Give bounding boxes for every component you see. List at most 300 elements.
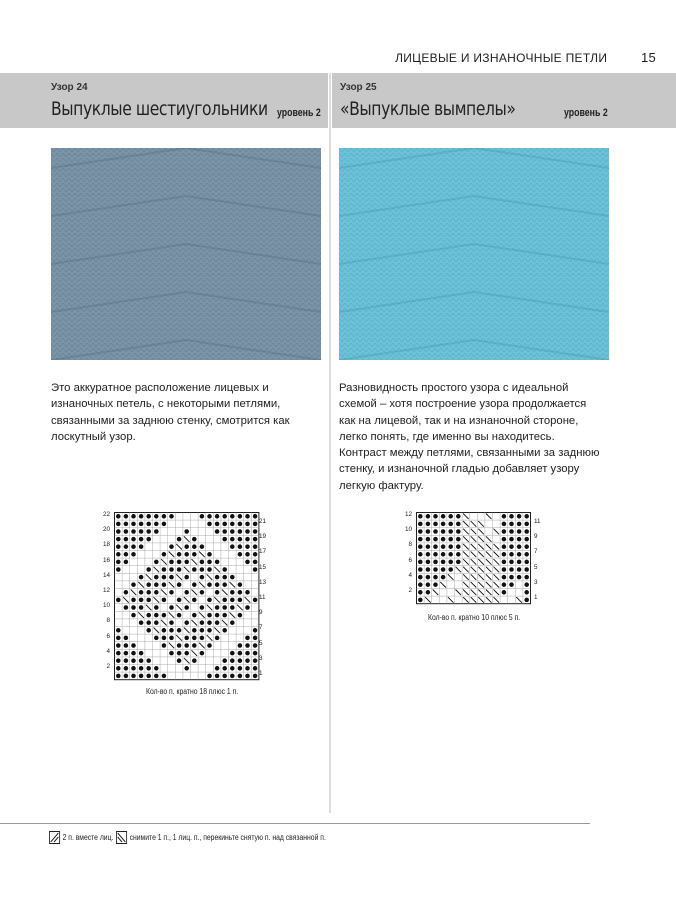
chart-grid — [114, 512, 267, 682]
purl-stitch — [524, 537, 529, 542]
purl-stitch — [230, 674, 235, 679]
legend-text: 2 п. вместе лиц. — [62, 833, 114, 842]
purl-stitch — [441, 552, 446, 557]
row-number: 6 — [106, 632, 110, 640]
footer-rule — [0, 823, 590, 824]
purl-stitch — [245, 529, 250, 534]
purl-stitch — [238, 651, 243, 656]
purl-stitch — [456, 529, 461, 534]
row-number: 8 — [106, 617, 110, 625]
purl-stitch — [139, 651, 144, 656]
skp-symbol-icon — [116, 831, 127, 844]
purl-stitch — [200, 560, 205, 565]
purl-stitch — [524, 590, 529, 595]
row-number: 4 — [408, 571, 412, 579]
purl-stitch — [517, 514, 522, 519]
purl-stitch — [448, 544, 453, 549]
row-number: 22 — [102, 511, 110, 518]
purl-stitch — [124, 590, 129, 595]
purl-stitch — [184, 666, 189, 671]
purl-stitch — [207, 620, 212, 625]
purl-stitch — [448, 514, 453, 519]
purl-stitch — [124, 666, 129, 671]
purl-stitch — [215, 560, 220, 565]
purl-stitch — [177, 651, 182, 656]
purl-stitch — [177, 628, 182, 633]
row-number: 12 — [102, 587, 110, 594]
purl-stitch — [124, 560, 129, 565]
purl-stitch — [169, 544, 174, 549]
purl-stitch — [146, 620, 151, 625]
purl-stitch — [222, 628, 227, 633]
purl-stitch — [245, 658, 250, 663]
purl-stitch — [215, 666, 220, 671]
purl-stitch — [230, 537, 235, 542]
purl-stitch — [418, 522, 423, 527]
purl-stitch — [448, 537, 453, 542]
purl-stitch — [509, 552, 514, 557]
purl-stitch — [192, 544, 197, 549]
purl-stitch — [502, 567, 507, 572]
purl-stitch — [146, 529, 151, 534]
purl-stitch — [253, 651, 258, 656]
purl-stitch — [524, 544, 529, 549]
purl-stitch — [448, 522, 453, 527]
purl-stitch — [131, 552, 136, 557]
purl-stitch — [200, 651, 205, 656]
purl-stitch — [162, 552, 167, 557]
purl-stitch — [418, 567, 423, 572]
purl-stitch — [116, 544, 121, 549]
purl-stitch — [230, 605, 235, 610]
purl-stitch — [124, 514, 129, 519]
purl-stitch — [222, 674, 227, 679]
pattern-number: Узор 24 — [51, 82, 88, 93]
purl-stitch — [200, 567, 205, 572]
purl-stitch — [131, 544, 136, 549]
purl-stitch — [502, 522, 507, 527]
purl-stitch — [524, 514, 529, 519]
purl-stitch — [245, 552, 250, 557]
purl-stitch — [418, 582, 423, 587]
purl-stitch — [154, 636, 159, 641]
row-number: 4 — [106, 647, 110, 655]
purl-stitch — [154, 674, 159, 679]
purl-stitch — [253, 522, 258, 527]
purl-stitch — [433, 544, 438, 549]
purl-stitch — [207, 598, 212, 603]
purl-stitch — [215, 522, 220, 527]
page-number: 15 — [640, 50, 656, 65]
purl-stitch — [524, 575, 529, 580]
purl-stitch — [116, 666, 121, 671]
purl-stitch — [456, 522, 461, 527]
purl-stitch — [124, 651, 129, 656]
purl-stitch — [441, 522, 446, 527]
purl-stitch — [200, 636, 205, 641]
purl-stitch — [230, 575, 235, 580]
purl-stitch — [154, 590, 159, 595]
chart-caption: Кол-во п. кратно 18 плюс 1 п. — [146, 687, 239, 696]
purl-stitch — [238, 552, 243, 557]
purl-stitch — [192, 582, 197, 587]
purl-stitch — [131, 666, 136, 671]
purl-stitch — [207, 522, 212, 527]
purl-stitch — [253, 643, 258, 648]
purl-stitch — [131, 598, 136, 603]
purl-stitch — [253, 628, 258, 633]
purl-stitch — [222, 567, 227, 572]
purl-stitch — [456, 544, 461, 549]
purl-stitch — [502, 529, 507, 534]
purl-stitch — [222, 522, 227, 527]
purl-stitch — [253, 552, 258, 557]
purl-stitch — [146, 514, 151, 519]
purl-stitch — [245, 605, 250, 610]
purl-stitch — [154, 522, 159, 527]
purl-stitch — [184, 529, 189, 534]
row-number: 1 — [534, 594, 538, 601]
knit-swatch-photo-right — [339, 148, 609, 360]
purl-stitch — [177, 658, 182, 663]
purl-stitch — [418, 529, 423, 534]
purl-stitch — [200, 628, 205, 633]
purl-stitch — [184, 590, 189, 595]
running-head — [395, 50, 656, 65]
purl-stitch — [426, 590, 431, 595]
purl-stitch — [441, 514, 446, 519]
purl-stitch — [192, 552, 197, 557]
purl-stitch — [146, 537, 151, 542]
purl-stitch — [131, 613, 136, 618]
purl-stitch — [253, 567, 258, 572]
purl-stitch — [146, 582, 151, 587]
purl-stitch — [509, 567, 514, 572]
purl-stitch — [177, 643, 182, 648]
purl-stitch — [154, 620, 159, 625]
purl-stitch — [162, 567, 167, 572]
purl-stitch — [131, 537, 136, 542]
purl-stitch — [433, 582, 438, 587]
purl-stitch — [177, 582, 182, 587]
purl-stitch — [418, 575, 423, 580]
purl-stitch — [154, 560, 159, 565]
row-number: 7 — [534, 548, 538, 556]
pattern-title: «Выпуклые вымпелы» — [340, 98, 516, 120]
purl-stitch — [509, 575, 514, 580]
purl-stitch — [509, 560, 514, 565]
purl-stitch — [207, 552, 212, 557]
purl-stitch — [139, 514, 144, 519]
purl-stitch — [502, 544, 507, 549]
purl-stitch — [253, 529, 258, 534]
purl-stitch — [502, 590, 507, 595]
purl-stitch — [215, 674, 220, 679]
row-number: 15 — [259, 563, 267, 571]
purl-stitch — [184, 643, 189, 648]
purl-stitch — [124, 529, 129, 534]
purl-stitch — [154, 605, 159, 610]
purl-stitch — [222, 658, 227, 663]
purl-stitch — [238, 598, 243, 603]
purl-stitch — [207, 674, 212, 679]
purl-stitch — [139, 666, 144, 671]
purl-stitch — [238, 522, 243, 527]
purl-stitch — [116, 529, 121, 534]
purl-stitch — [441, 544, 446, 549]
purl-stitch — [139, 537, 144, 542]
purl-stitch — [177, 567, 182, 572]
purl-stitch — [448, 560, 453, 565]
purl-stitch — [509, 582, 514, 587]
section-title: ЛИЦЕВЫЕ И ИЗНАНОЧНЫЕ ПЕТЛИ — [395, 51, 608, 65]
purl-stitch — [162, 643, 167, 648]
purl-stitch — [441, 529, 446, 534]
row-number: 7 — [259, 624, 263, 632]
purl-stitch — [456, 552, 461, 557]
purl-stitch — [162, 628, 167, 633]
purl-stitch — [139, 605, 144, 610]
purl-stitch — [154, 582, 159, 587]
purl-stitch — [154, 613, 159, 618]
pattern-description: Разновидность простого узора с идеальной схемой – хотя построение узора продолжается как на лицевой, так и на изнаночной стороне, легко понять, где именно вы находитесь. Контраст между петлями, связанными за заднюю стенку, и изнаночной гладью добавляет узору легкую фактуру. — [339, 382, 600, 492]
purl-stitch — [238, 666, 243, 671]
purl-stitch — [509, 544, 514, 549]
purl-stitch — [200, 605, 205, 610]
purl-stitch — [502, 575, 507, 580]
row-number: 16 — [102, 556, 110, 564]
purl-stitch — [426, 552, 431, 557]
purl-stitch — [169, 567, 174, 572]
purl-stitch — [222, 582, 227, 587]
purl-stitch — [116, 674, 121, 679]
purl-stitch — [192, 636, 197, 641]
purl-stitch — [131, 674, 136, 679]
purl-stitch — [131, 605, 136, 610]
purl-stitch — [200, 590, 205, 595]
purl-stitch — [116, 567, 121, 572]
purl-stitch — [222, 613, 227, 618]
purl-stitch — [200, 544, 205, 549]
purl-stitch — [131, 643, 136, 648]
row-number: 17 — [259, 548, 267, 556]
purl-stitch — [124, 544, 129, 549]
row-number: 10 — [404, 526, 412, 534]
pattern-header-right — [332, 73, 676, 128]
purl-stitch — [124, 552, 129, 557]
purl-stitch — [238, 537, 243, 542]
purl-stitch — [207, 582, 212, 587]
purl-stitch — [131, 651, 136, 656]
purl-stitch — [502, 582, 507, 587]
purl-stitch — [238, 658, 243, 663]
purl-stitch — [124, 643, 129, 648]
purl-stitch — [139, 620, 144, 625]
purl-stitch — [509, 522, 514, 527]
purl-stitch — [184, 651, 189, 656]
purl-stitch — [238, 613, 243, 618]
purl-stitch — [131, 522, 136, 527]
purl-stitch — [207, 613, 212, 618]
purl-stitch — [426, 575, 431, 580]
purl-stitch — [502, 560, 507, 565]
purl-stitch — [253, 674, 258, 679]
purl-stitch — [222, 529, 227, 534]
purl-stitch — [426, 560, 431, 565]
purl-stitch — [426, 537, 431, 542]
purl-stitch — [433, 537, 438, 542]
purl-stitch — [146, 567, 151, 572]
purl-stitch — [441, 560, 446, 565]
row-number: 13 — [259, 578, 267, 586]
purl-stitch — [433, 514, 438, 519]
purl-stitch — [245, 674, 250, 679]
purl-stitch — [245, 636, 250, 641]
chart-caption: Кол-во п. кратно 10 плюс 5 п. — [428, 613, 521, 622]
purl-stitch — [502, 552, 507, 557]
purl-stitch — [192, 567, 197, 572]
row-number: 5 — [534, 563, 538, 571]
purl-stitch — [146, 522, 151, 527]
purl-stitch — [116, 552, 121, 557]
purl-stitch — [192, 658, 197, 663]
purl-stitch — [215, 636, 220, 641]
purl-stitch — [418, 537, 423, 542]
purl-stitch — [215, 620, 220, 625]
purl-stitch — [230, 529, 235, 534]
row-number: 9 — [534, 533, 538, 541]
purl-stitch — [230, 590, 235, 595]
purl-stitch — [162, 582, 167, 587]
purl-stitch — [253, 560, 258, 565]
purl-stitch — [433, 522, 438, 527]
purl-stitch — [418, 598, 423, 603]
purl-stitch — [253, 514, 258, 519]
purl-stitch — [116, 598, 121, 603]
purl-stitch — [169, 651, 174, 656]
purl-stitch — [124, 658, 129, 663]
purl-stitch — [418, 544, 423, 549]
purl-stitch — [517, 537, 522, 542]
row-number: 5 — [259, 639, 263, 647]
purl-stitch — [245, 666, 250, 671]
purl-stitch — [116, 658, 121, 663]
purl-stitch — [169, 628, 174, 633]
purl-stitch — [184, 544, 189, 549]
purl-stitch — [146, 666, 151, 671]
purl-stitch — [253, 636, 258, 641]
purl-stitch — [207, 628, 212, 633]
purl-stitch — [517, 552, 522, 557]
purl-stitch — [184, 605, 189, 610]
purl-stitch — [230, 620, 235, 625]
purl-stitch — [207, 643, 212, 648]
purl-stitch — [426, 544, 431, 549]
purl-stitch — [116, 636, 121, 641]
purl-stitch — [509, 537, 514, 542]
purl-stitch — [177, 598, 182, 603]
purl-stitch — [131, 582, 136, 587]
purl-stitch — [215, 590, 220, 595]
purl-stitch — [524, 582, 529, 587]
row-number: 18 — [102, 541, 110, 549]
purl-stitch — [253, 598, 258, 603]
purl-stitch — [169, 560, 174, 565]
purl-stitch — [230, 666, 235, 671]
purl-stitch — [418, 590, 423, 595]
purl-stitch — [502, 514, 507, 519]
purl-stitch — [169, 636, 174, 641]
level-badge: уровень 2 — [277, 107, 321, 119]
purl-stitch — [116, 651, 121, 656]
purl-stitch — [146, 613, 151, 618]
purl-stitch — [238, 529, 243, 534]
purl-stitch — [222, 666, 227, 671]
purl-stitch — [139, 598, 144, 603]
purl-stitch — [524, 552, 529, 557]
purl-stitch — [146, 674, 151, 679]
purl-stitch — [139, 544, 144, 549]
purl-stitch — [441, 567, 446, 572]
purl-stitch — [222, 598, 227, 603]
row-number: 1 — [259, 670, 263, 677]
purl-stitch — [245, 590, 250, 595]
purl-stitch — [200, 620, 205, 625]
purl-stitch — [192, 628, 197, 633]
purl-stitch — [502, 537, 507, 542]
purl-stitch — [177, 560, 182, 565]
purl-stitch — [207, 514, 212, 519]
legend-text: снимите 1 п., 1 лиц. п., перекиньте снятую п. над связанной п. — [129, 833, 326, 842]
purl-stitch — [131, 529, 136, 534]
purl-stitch — [116, 522, 121, 527]
purl-stitch — [177, 613, 182, 618]
purl-stitch — [517, 529, 522, 534]
purl-stitch — [524, 567, 529, 572]
purl-stitch — [131, 658, 136, 663]
purl-stitch — [124, 674, 129, 679]
purl-stitch — [253, 537, 258, 542]
purl-stitch — [169, 590, 174, 595]
row-number: 21 — [259, 518, 267, 525]
legend-item-k2tog — [49, 831, 113, 844]
purl-stitch — [426, 582, 431, 587]
purl-stitch — [433, 575, 438, 580]
purl-stitch — [253, 666, 258, 671]
purl-stitch — [124, 537, 129, 542]
purl-stitch — [524, 560, 529, 565]
purl-stitch — [517, 560, 522, 565]
purl-stitch — [509, 529, 514, 534]
purl-stitch — [162, 674, 167, 679]
purl-stitch — [139, 674, 144, 679]
purl-stitch — [456, 537, 461, 542]
purl-stitch — [124, 605, 129, 610]
purl-stitch — [184, 636, 189, 641]
row-number: 12 — [404, 511, 412, 518]
purl-stitch — [215, 575, 220, 580]
purl-stitch — [517, 544, 522, 549]
purl-stitch — [222, 514, 227, 519]
purl-stitch — [162, 613, 167, 618]
purl-stitch — [245, 643, 250, 648]
purl-stitch — [524, 598, 529, 603]
purl-stitch — [245, 514, 250, 519]
row-number: 19 — [259, 533, 267, 541]
purl-stitch — [230, 514, 235, 519]
knit-swatch-photo-left — [51, 148, 321, 360]
purl-stitch — [154, 575, 159, 580]
